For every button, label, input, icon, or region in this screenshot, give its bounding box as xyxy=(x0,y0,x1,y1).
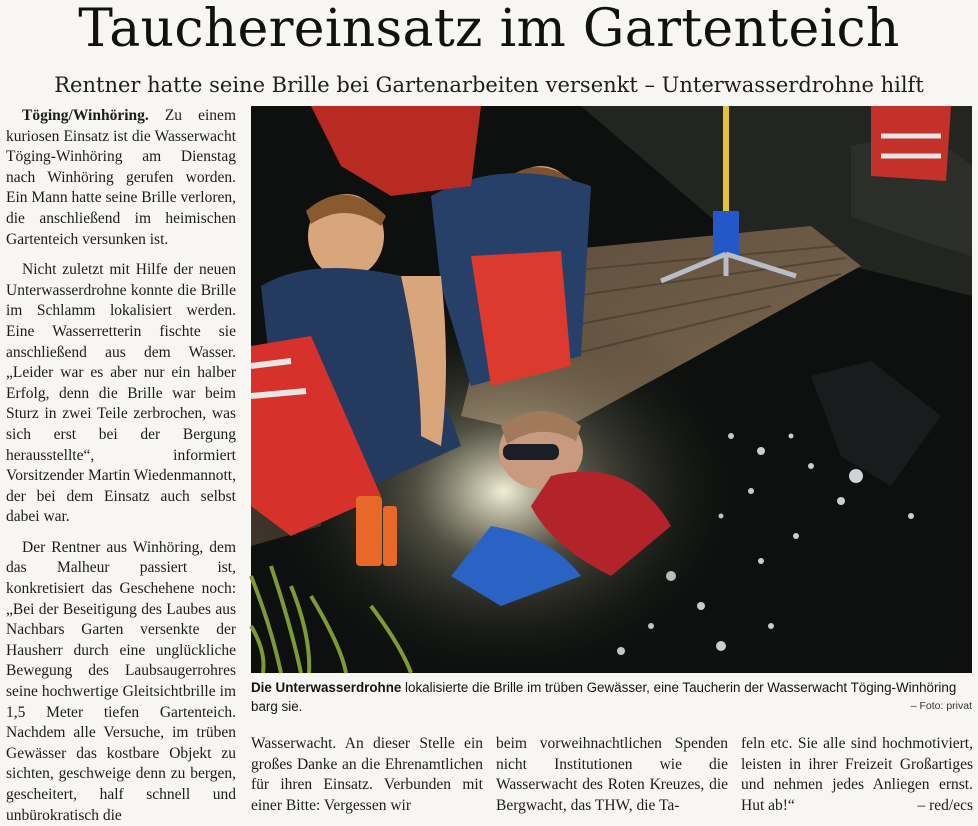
article-bottom-paragraph-3 xyxy=(741,734,973,816)
article-column-bottom-3 xyxy=(741,734,973,814)
subheadline: Rentner hatte seine Brille bei Gartenarbeiten versenkt – Unterwasserdrohne hilft xyxy=(54,73,924,97)
photo-divers-pond-image xyxy=(251,106,972,673)
caption-bold: Die Unterwasserdrohne xyxy=(251,680,402,695)
article-paragraph-2: Nicht zuletzt mit Hilfe der neuen Unterwasserdrohne konnte die Brille im Schlamm lokalisiert werden. Eine Wasserretterin fischte sie anschließend aus dem Wasser. „Leider war es aber nur ein halber Erfolg, denn die Brille war beim Sturz in zwei Teile zerbrochen, was sich erst bei der Bergung herausstellte“, informiert Vorsitzender Martin Wiedenmannott, der bei dem Einsatz auch selbst dabei war. xyxy=(6,261,236,526)
photo-credit: – Foto: privat xyxy=(910,700,972,712)
dateline: Töging/Winhöring. xyxy=(22,107,149,124)
caption-text: lokalisierte die Brille im trüben Gewässer, eine Taucherin der Wasserwacht Töging-Winhöring barg sie. xyxy=(251,680,957,714)
article-bottom-paragraph-2: beim vorweihnachtlichen Spenden nicht Institutionen wie die Wasserwacht des Roten Kreuzes, die Bergwacht, das THW, die Ta- xyxy=(496,735,728,814)
article-photo xyxy=(251,106,972,673)
article-paragraph-1 xyxy=(6,106,236,250)
photo-caption xyxy=(251,678,972,718)
article-paragraph-3: Der Rentner aus Winhöring, dem das Malheur passiert ist, konkretisiert das Geschehene noch: „Bei der Beseitigung des Laubes aus Nachbars Garten versenkte der Hausherr durch eine unglückliche Bewegung des Laubsaugerrohres seine hochwertige Gleitsichtbrille im 1,5 Meter tiefen Gartenteich. Nachdem alle Versuche, im trüben Gewässer das kostbare Objekt zu sichten, geschweige denn zu bergen, gescheitert, half schnell und unbürokratisch die xyxy=(6,538,236,824)
author-signature: – red/ecs xyxy=(917,796,973,814)
article-bottom-paragraph-3-text: feln etc. Sie alle sind hochmotiviert, leisten in ihrer Freizeit Großartiges und nehmen jedes Anliegen ernst. Hut ab!“ xyxy=(741,735,973,814)
article-bottom-paragraph-1: Wasserwacht. An dieser Stelle ein großes Danke an die Ehrenamtlichen für ihren Einsatz. Verbunden mit einer Bitte: Vergessen wir xyxy=(251,735,483,814)
article-paragraph-1-text: Zu einem kuriosen Einsatz ist die Wasserwacht Töging-Winhöring am Dienstag nach Winhöring gerufen worden. Ein Mann hatte seine Brille verloren, die anschließend im heimischen Gartenteich versunken ist. xyxy=(6,107,236,248)
article-column-left xyxy=(6,106,236,824)
article-column-bottom-2 xyxy=(496,734,728,814)
article-column-bottom-1 xyxy=(251,734,483,814)
headline: Tauchereinsatz im Gartenteich xyxy=(78,0,900,59)
